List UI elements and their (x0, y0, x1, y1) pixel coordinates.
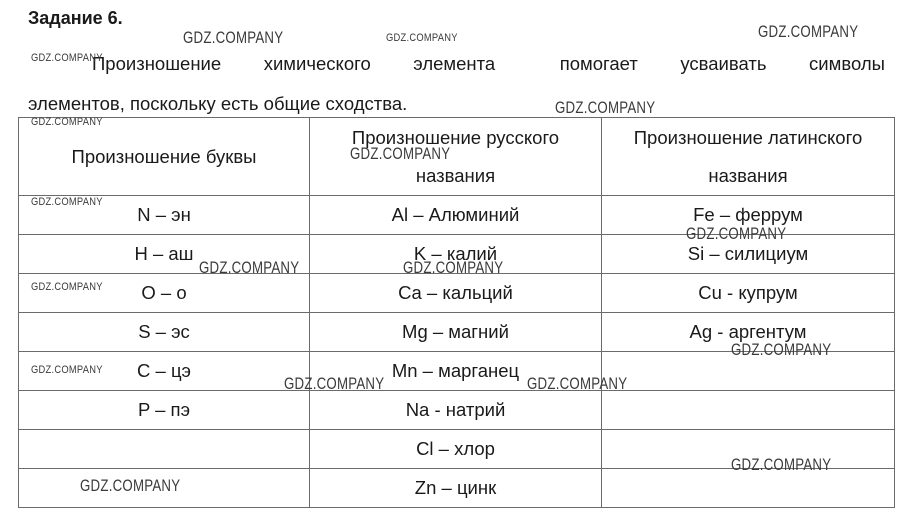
cell-russian-name: Cl – хлор (310, 430, 602, 469)
task-text (28, 44, 885, 124)
watermark: GDZ.COMPANY (31, 196, 103, 208)
watermark: GDZ.COMPANY (403, 258, 504, 277)
header-russian-name-pronunciation: Произношение русского названия (310, 118, 602, 196)
task-title: Задание 6. (28, 8, 123, 28)
watermark: GDZ.COMPANY (80, 476, 181, 495)
watermark: GDZ.COMPANY (527, 374, 628, 393)
word: химического (263, 53, 371, 74)
cell-letter: O – о (19, 274, 310, 313)
cell-russian-name: Al – Алюминий (310, 196, 602, 235)
header-letter-pronunciation: Произношение буквы (19, 118, 310, 196)
word: Произношение (92, 53, 222, 74)
cell-russian-name: Na - натрий (310, 391, 602, 430)
cell-letter: P – пэ (19, 391, 310, 430)
watermark: GDZ.COMPANY (183, 28, 284, 47)
cell-letter: C – цэ (19, 352, 310, 391)
watermark: GDZ.COMPANY (284, 374, 385, 393)
cell-russian-name: Zn – цинк (310, 469, 602, 508)
word: усваивать (680, 53, 767, 74)
cell-letter: S – эс (19, 313, 310, 352)
watermark: GDZ.COMPANY (555, 98, 656, 117)
cell-latin-name (602, 391, 895, 430)
watermark: GDZ.COMPANY (199, 258, 300, 277)
cell-letter (19, 430, 310, 469)
table-row (19, 274, 895, 313)
task-text-line2: элементов, поскольку есть общие сходства. (28, 93, 408, 114)
word: символы (809, 53, 885, 74)
pronunciation-table (18, 117, 895, 508)
watermark: GDZ.COMPANY (731, 455, 832, 474)
watermark: GDZ.COMPANY (731, 340, 832, 359)
watermark: GDZ.COMPANY (31, 52, 103, 64)
cell-russian-name: K – калий (310, 235, 602, 274)
cell-latin-name: Cu - купрум (602, 274, 895, 313)
word: элемента (413, 53, 496, 74)
table-row (19, 391, 895, 430)
word: помогает (559, 53, 638, 74)
cell-latin-name: Ag - аргентум (602, 313, 895, 352)
task-text-line1 (28, 44, 885, 84)
watermark: GDZ.COMPANY (31, 116, 103, 128)
watermark: GDZ.COMPANY (686, 224, 787, 243)
watermark: GDZ.COMPANY (350, 144, 451, 163)
cell-russian-name: Ca – кальций (310, 274, 602, 313)
cell-letter: N – эн (19, 196, 310, 235)
cell-letter: H – аш (19, 235, 310, 274)
watermark: GDZ.COMPANY (31, 281, 103, 293)
cell-latin-name: Fe – феррум (602, 196, 895, 235)
watermark: GDZ.COMPANY (386, 32, 458, 44)
watermark: GDZ.COMPANY (31, 364, 103, 376)
watermark: GDZ.COMPANY (758, 22, 859, 41)
cell-russian-name: Mn – марганец (310, 352, 602, 391)
header-latin-name-pronunciation: Произношение латинского названия (602, 118, 895, 196)
cell-russian-name: Mg – магний (310, 313, 602, 352)
cell-latin-name: Si – силициум (602, 235, 895, 274)
table-header-row (19, 118, 895, 196)
